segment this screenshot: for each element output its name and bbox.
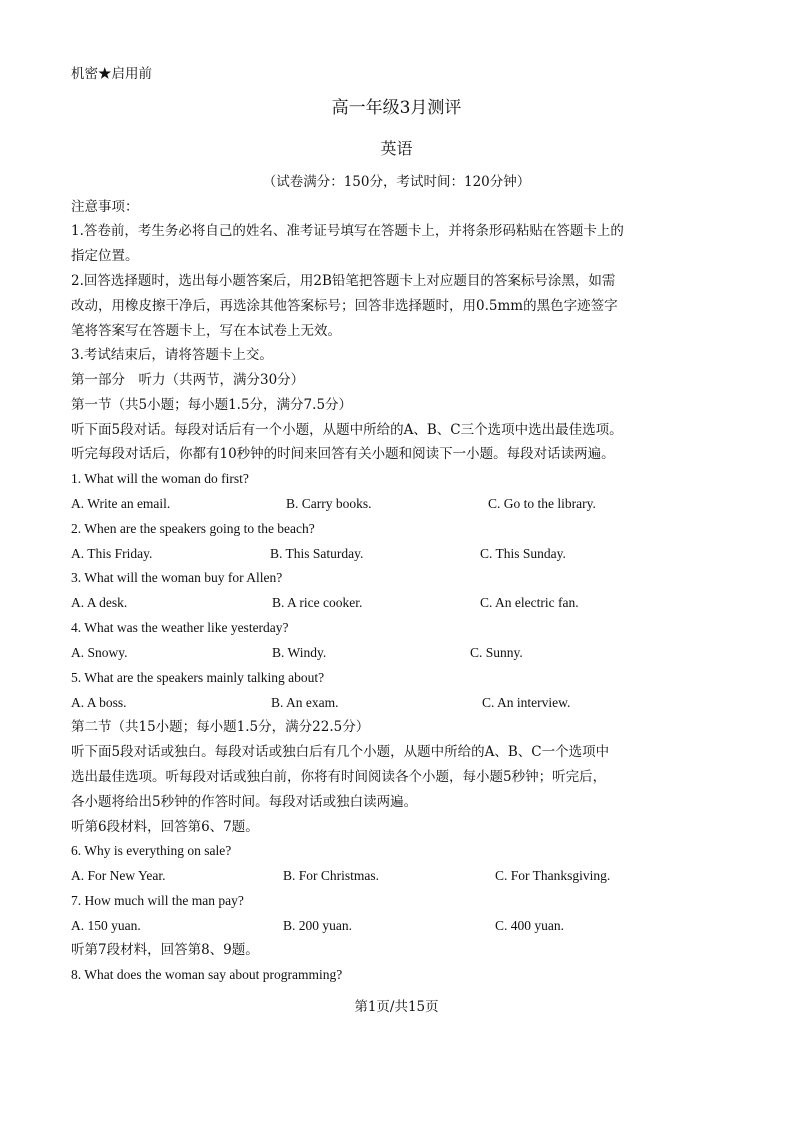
question-4-option-b: B. Windy. [272,645,327,660]
exam-info: （试卷满分：150分，考试时间：120分钟） [262,174,531,190]
section2-heading: 第二节（共15小题；每小题1.5分，满分22.5分） [71,719,370,735]
question-7-option-b: B. 200 yuan. [283,918,352,933]
question-6: 6. Why is everything on sale? [71,843,232,858]
page-number: 第1页/共15页 [354,999,439,1015]
part1-heading: 第一部分 听力（共两节，满分30分） [71,372,305,388]
question-6-option-a: A. For New Year. [71,868,166,883]
question-3-option-c: C. An electric fan. [480,595,579,610]
notes-heading: 注意事项： [71,199,139,215]
section1-instructions-2: 听完每段对话后，你都有10秒钟的时间来回答有关小题和阅读下一小题。每段对话读两遍。 [71,446,615,462]
material-6-heading: 听第6段材料，回答第6、7题。 [71,819,259,835]
note-1-line-2: 指定位置。 [71,248,139,264]
question-5-option-a: A. A boss. [71,695,127,710]
note-2-line-1: 2.回答选择题时，选出每小题答案后，用2B铅笔把答题卡上对应题目的答案标号涂黑，如需 [71,273,616,289]
exam-title: 高一年级3月测评 [331,98,462,118]
question-1: 1. What will the woman do first? [71,471,249,486]
question-1-option-b: B. Carry books. [286,496,372,511]
section2-instructions-3: 各小题将给出5秒钟的作答时间。每段对话或独白读两遍。 [71,794,418,810]
question-1-option-a: A. Write an email. [71,496,171,511]
question-3-option-a: A. A desk. [71,595,128,610]
section1-instructions-1: 听下面5段对话。每段对话后有一个小题，从题中所给的A、B、C三个选项中选出最佳选项。 [71,422,623,438]
question-5-option-c: C. An interview. [482,695,571,710]
section2-instructions-2: 选出最佳选项。听每段对话或独白前，你将有时间阅读各个小题，每小题5秒钟；听完后， [71,769,607,785]
question-2: 2. When are the speakers going to the beach? [71,521,315,536]
question-7-option-a: A. 150 yuan. [71,918,141,933]
material-7-heading: 听第7段材料，回答第8、9题。 [71,942,259,958]
question-4-option-c: C. Sunny. [470,645,523,660]
question-2-option-c: C. This Sunday. [480,546,566,561]
note-2-line-2: 改动，用橡皮擦干净后，再选涂其他答案标号；回答非选择题时，用0.5mm的黑色字迹签字 [71,298,618,314]
note-3: 3.考试结束后，请将答题卡上交。 [71,347,273,363]
question-7-option-c: C. 400 yuan. [495,918,564,933]
question-2-option-a: A. This Friday. [71,546,153,561]
question-5: 5. What are the speakers mainly talking about? [71,670,325,685]
section2-instructions-1: 听下面5段对话或独白。每段对话或独白后有几个小题，从题中所给的A、B、C一个选项中 [71,744,610,760]
note-1-line-1: 1.答卷前，考生务必将自己的姓名、准考证号填写在答题卡上，并将条形码粘贴在答题卡上的 [71,223,624,239]
question-7: 7. How much will the man pay? [71,893,244,908]
question-2-option-b: B. This Saturday. [270,546,364,561]
question-5-option-b: B. An exam. [271,695,339,710]
section1-heading: 第一节（共5小题；每小题1.5分，满分7.5分） [71,397,353,413]
question-1-option-c: C. Go to the library. [488,496,596,511]
question-6-option-b: B. For Christmas. [283,868,380,883]
subject-title: 英语 [380,139,413,158]
note-2-line-3: 笔将答案写在答题卡上，写在本试卷上无效。 [71,323,341,339]
question-3: 3. What will the woman buy for Allen? [71,570,283,585]
question-3-option-b: B. A rice cooker. [272,595,363,610]
question-6-option-c: C. For Thanksgiving. [495,868,611,883]
confidential-label: 机密★启用前 [71,66,152,82]
question-4: 4. What was the weather like yesterday? [71,620,289,635]
question-8: 8. What does the woman say about programming? [71,967,343,982]
question-4-option-a: A. Snowy. [71,645,128,660]
